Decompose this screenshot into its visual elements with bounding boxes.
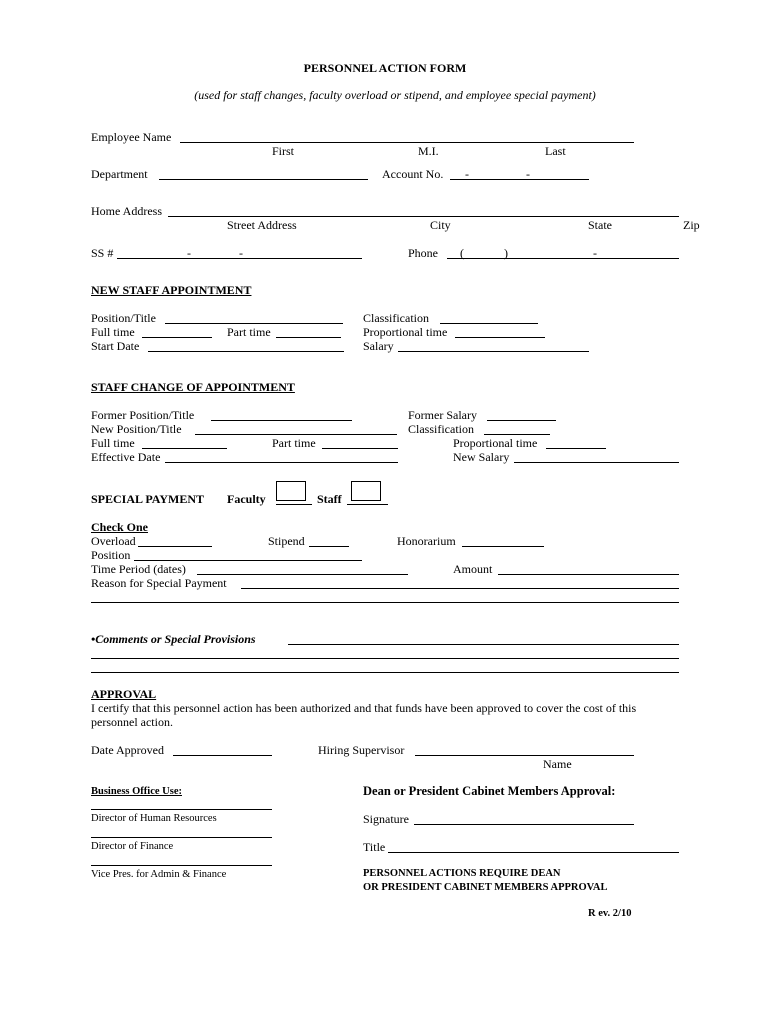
department-label: Department [91,167,148,181]
effective-date-field[interactable] [165,462,398,463]
department-field[interactable] [159,179,368,180]
overload-field[interactable] [138,546,212,547]
hiring-supervisor-label: Hiring Supervisor [318,743,405,757]
special-payment-heading: SPECIAL PAYMENT [91,492,205,506]
faculty-checkbox[interactable] [276,481,306,501]
street-address-caption: Street Address [227,218,297,232]
salary-label: Salary [363,339,394,353]
phone-label: Phone [408,246,438,260]
new-classification-field[interactable] [440,323,538,324]
staff-label: Staff [317,492,342,506]
overload-label: Overload [91,534,136,548]
phone-paren-close: ) [504,246,508,260]
honorarium-field[interactable] [462,546,544,547]
time-period-label: Time Period (dates) [91,562,186,576]
start-date-label: Start Date [91,339,140,353]
reason-field[interactable] [241,588,679,589]
new-staff-heading: NEW STAFF APPOINTMENT [91,283,252,297]
new-part-time-field[interactable] [276,337,341,338]
reason-label: Reason for Special Payment [91,576,227,590]
approval-heading: APPROVAL [91,687,157,701]
former-salary-field[interactable] [487,420,556,421]
employee-name-field[interactable] [180,142,634,143]
former-position-label: Former Position/Title [91,408,195,422]
former-salary-label: Former Salary [408,408,477,422]
phone-field[interactable] [447,258,679,259]
staff-underline [347,504,388,505]
date-approved-label: Date Approved [91,743,164,757]
city-caption: City [430,218,451,232]
home-address-field[interactable] [168,216,679,217]
notice-line-2: OR PRESIDENT CABINET MEMBERS APPROVAL [363,882,608,893]
business-office-heading: Business Office Use: [91,786,182,797]
payment-position-field[interactable] [134,560,362,561]
change-full-time-field[interactable] [142,448,227,449]
revision-label: R ev. 2/10 [588,908,632,919]
account-number-field[interactable] [450,179,589,180]
change-part-time-field[interactable] [322,448,398,449]
change-classification-label: Classification [408,422,474,436]
home-address-label: Home Address [91,204,162,218]
form-subtitle: (used for staff changes, faculty overload or stipend, and employee special payment) [194,88,596,102]
signature-label: Signature [363,812,409,826]
dean-approval-heading: Dean or President Cabinet Members Approval: [363,784,616,798]
form-title: PERSONNEL ACTION FORM [303,61,467,75]
salary-field[interactable] [398,351,589,352]
time-period-field[interactable] [197,574,408,575]
employee-name-label: Employee Name [91,130,172,144]
hiring-supervisor-field[interactable] [415,755,634,756]
comments-field-line-2[interactable] [91,658,679,659]
dean-signature-field[interactable] [414,824,634,825]
vp-admin-finance-label: Vice Pres. for Admin & Finance [91,869,227,880]
new-classification-label: Classification [363,311,429,325]
state-caption: State [588,218,612,232]
honorarium-label: Honorarium [397,534,456,548]
approval-text-line-2: personnel action. [91,715,173,729]
stipend-label: Stipend [268,534,305,548]
former-position-field[interactable] [211,420,352,421]
new-proportional-field[interactable] [455,337,545,338]
change-proportional-field[interactable] [546,448,606,449]
dean-title-label: Title [363,840,386,854]
account-number-label: Account No. [382,167,444,181]
zip-caption: Zip [683,218,700,232]
comments-field[interactable] [288,644,679,645]
middle-initial-caption: M.I. [418,144,439,158]
change-classification-field[interactable] [484,434,550,435]
comments-field-line-3[interactable] [91,672,679,673]
faculty-underline [276,504,312,505]
amount-field[interactable] [498,574,679,575]
new-position-title-label: New Position/Title [91,422,182,436]
first-name-caption: First [272,144,295,158]
change-part-time-label: Part time [272,436,316,450]
finance-director-label: Director of Finance [91,841,174,852]
new-proportional-label: Proportional time [363,325,448,339]
new-full-time-field[interactable] [142,337,212,338]
faculty-label: Faculty [227,492,266,506]
last-name-caption: Last [545,144,566,158]
change-proportional-label: Proportional time [453,436,538,450]
phone-paren-open: ( [460,246,464,260]
payment-position-label: Position [91,548,131,562]
new-salary-label: New Salary [453,450,510,464]
new-position-label: Position/Title [91,311,156,325]
dean-title-field[interactable] [388,852,679,853]
staff-change-heading: STAFF CHANGE OF APPOINTMENT [91,380,295,394]
ss-separator-2: - [239,246,243,260]
amount-label: Amount [453,562,493,576]
new-full-time-label: Full time [91,325,135,339]
stipend-field[interactable] [309,546,349,547]
vp-signature-line[interactable] [91,865,272,866]
account-separator-1: - [465,167,469,181]
start-date-field[interactable] [148,351,344,352]
staff-checkbox[interactable] [351,481,381,501]
finance-signature-line[interactable] [91,837,272,838]
supervisor-name-caption: Name [543,757,572,771]
new-salary-field[interactable] [514,462,679,463]
new-position-title-field[interactable] [195,434,397,435]
hr-director-label: Director of Human Resources [91,813,217,824]
ss-separator-1: - [187,246,191,260]
new-part-time-label: Part time [227,325,271,339]
phone-separator: - [593,246,597,260]
comments-label: •Comments or Special Provisions [91,632,256,646]
account-separator-2: - [526,167,530,181]
reason-field-line-2[interactable] [91,602,679,603]
hr-signature-line[interactable] [91,809,272,810]
date-approved-field[interactable] [173,755,272,756]
effective-date-label: Effective Date [91,450,161,464]
notice-line-1: PERSONNEL ACTIONS REQUIRE DEAN [363,868,561,879]
check-one-heading: Check One [91,520,148,534]
change-full-time-label: Full time [91,436,135,450]
ss-label: SS # [91,246,114,260]
approval-text-line-1: I certify that this personnel action has been authorized and that funds have been approved to cover the cost of this [91,701,637,715]
new-position-field[interactable] [165,323,343,324]
